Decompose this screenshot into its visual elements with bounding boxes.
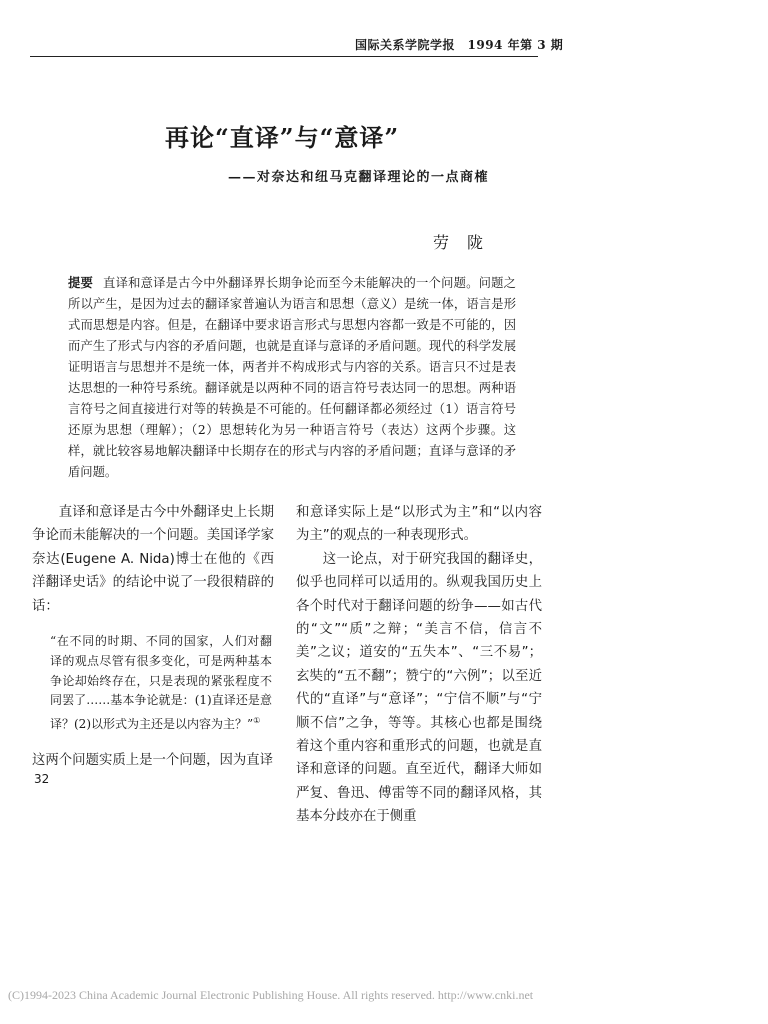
abstract	[68, 272, 516, 483]
body-paragraph: 直译和意译是古今中外翻译史上长期争论而未能解决的一个问题。美国译学家奈达(Eugene A. Nida)博士在他的《西洋翻译史话》的结论中说了一段很精辟的话：	[32, 505, 274, 614]
body-paragraph: 和意译实际上是“以形式为主”和“以内容为主”的观点的一种表现形式。	[296, 505, 542, 544]
block-quote	[32, 632, 272, 735]
footnote-marker: ①	[253, 716, 261, 726]
article-subtitle: ——对奈达和纽马克翻译理论的一点商榷	[228, 170, 490, 185]
body-paragraph: 这两个问题实质上是一个问题，因为直译	[32, 753, 274, 769]
copyright-footer: (C)1994-2023 China Academic Journal Electronic Publishing House. All rights reserved. http://www.cnki.net	[8, 988, 534, 1002]
abstract-label: 提要	[68, 275, 94, 290]
author-name: 劳陇	[433, 233, 502, 252]
journal-header: 国际关系学院学报 1994 年第 3 期	[355, 38, 564, 52]
abstract-text: 直译和意译是古今中外翻译界长期争论而至今未能解决的一个问题。问题之所以产生，是因为过去的翻译家普遍认为语言和思想（意义）是统一体，语言是形式而思想是内容。但是，在翻译中要求语言形式与思想内容都一致是不可能的，因而产生了形式与内容的矛盾问题，也就是直译与意译的矛盾问题。现代的科学发展证明语言与思想并不是统一体，两者并不构成形式与内容的关系。语言只不过是表达思想的一种符号系统。翻译就是以两种不同的语言符号表达同一的思想。两种语言符号之间直接进行对等的转换是不可能的。任何翻译都必须经过（1）语言符号还原为思想（理解）；（2）思想转化为另一种语言符号（表达）这两个步骤。这样，就比较容易地解决翻译中长期存在的形式与内容的矛盾问题；直译与意译的矛盾问题。	[68, 276, 516, 479]
article-title: 再论“直译”与“意译”	[165, 123, 400, 152]
body-paragraph: 这一论点，对于研究我国的翻译史，似乎也同样可以适用的。纵观我国历史上各个时代对于翻译问题的纷争——如古代的“文”“质”之辩；“美言不信，信言不美”之议；道安的“五失本”、“三不易”；玄奘的“五不翻”；赞宁的“六例”；以至近代的“直译”与“意译”；“宁信不顺”与“宁顺不信”之争，等等。其核心也都是围绕着这个重内容和重形式的问题，也就是直译和意译的问题。直至近代，翻译大师如严复、鲁迅、傅雷等不同的翻译风格，其基本分歧亦在于侧重	[296, 551, 542, 825]
body-column-right	[296, 501, 542, 829]
quote-text: “在不同的时期、不同的国家，人们对翻译的观点尽管有很多变化，可是两种基本争论却始终存在，只是表现的紧张程度不同罢了……基本争论就是：(1)直译还是意译？(2)以形式为主还是以内容为主？”	[50, 634, 272, 732]
body-column-left	[32, 501, 274, 772]
header-rule	[30, 56, 538, 57]
page-number: 32	[34, 772, 50, 786]
